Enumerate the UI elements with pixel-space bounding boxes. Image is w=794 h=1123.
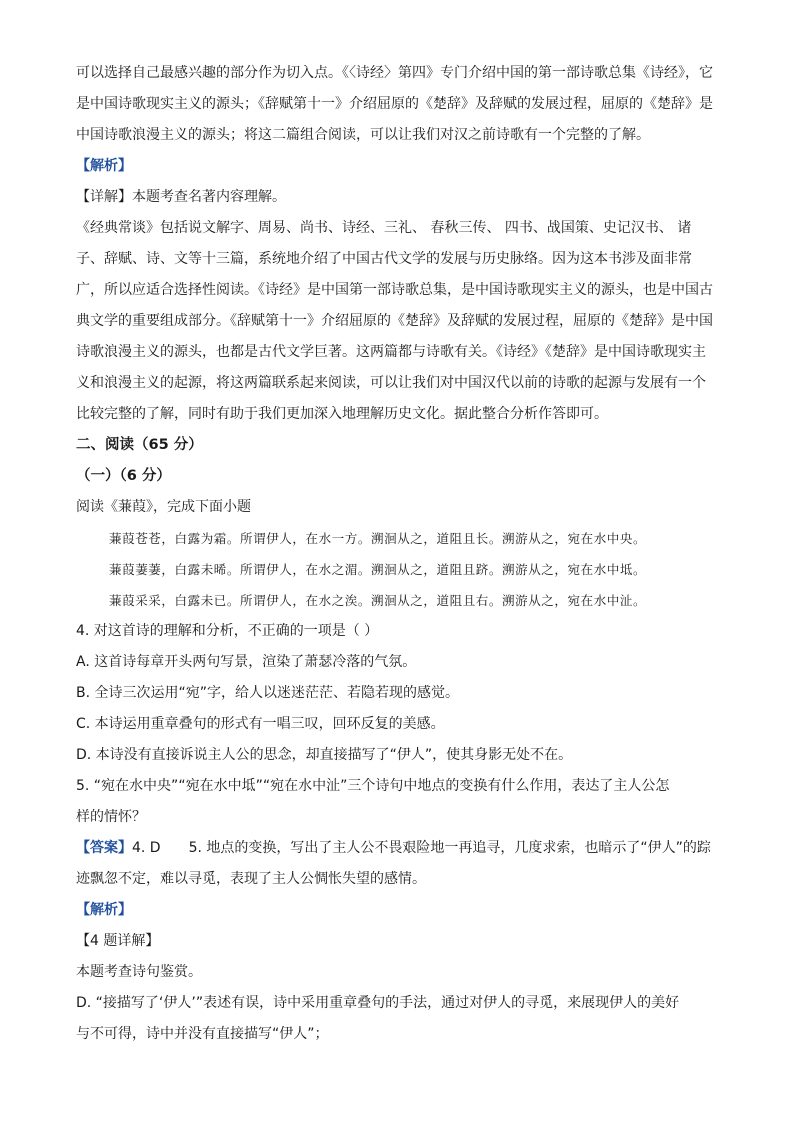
question-5-stem: 5. “宛在水中央”“宛在水中坻”“宛在水中沚”三个诗句中地点的变换有什么作用，表达了主人公怎 (76, 778, 670, 794)
document-page (76, 58, 722, 1050)
detail-line: 义和浪漫主义的起源，将这两篇联系起来阅读，可以让我们对中国汉代以前的诗歌的起源与发展有一个 (76, 375, 706, 391)
question-4-option-c: C. 本诗运用重章叠句的形式有一唱三叹，回环反复的美感。 (76, 716, 445, 732)
q4-detail-line: 本题考查诗句鉴赏。 (76, 964, 202, 980)
detail-intro-text: 本题考查名著内容理解。 (132, 189, 286, 205)
poem-stanza: 蒹葭苍苍，白露为霜。所谓伊人，在水一方。溯洄从之，道阻且长。溯游从之，宛在水中央。 (109, 531, 647, 546)
section-title: 二、阅读（65 分） (76, 437, 203, 453)
analysis-tag-2: 【解析】 (76, 902, 132, 918)
analysis-tag: 【解析】 (76, 158, 132, 174)
section-subtitle: （一）（6 分） (76, 468, 171, 484)
paragraph-line: 中国诗歌浪漫主义的源头；将这二篇组合阅读，可以让我们对汉之前诗歌有一个完整的了解。 (76, 127, 650, 143)
paragraph-line: 可以选择自己最感兴趣的部分作为切入点。《〈诗经〉第四》专门介绍中国的第一部诗歌总集《诗经》，它 (76, 65, 713, 81)
reading-instruction: 阅读《蒹葭》，完成下面小题 (76, 499, 251, 515)
detail-line: 子、辞赋、诗、文等十三篇，系统地介绍了中国古代文学的发展与历史脉络。因为这本书涉及面非常 (76, 251, 692, 267)
detail-tag: 【详解】 (76, 189, 132, 205)
detail-line: 《经典常谈》包括说文解字、周易、尚书、诗经、三礼、 春秋三传、 四书、战国策、史记汉书、 诸 (76, 220, 692, 236)
poem-stanza: 蒹葭采采，白露未已。所谓伊人，在水之涘。溯洄从之，道阻且右。溯游从之，宛在水中沚。 (109, 593, 647, 608)
detail-line: 诗歌浪漫主义的源头，也都是古代文学巨著。这两篇都与诗歌有关。《诗经》《楚辞》是中国诗歌现实主 (76, 344, 706, 360)
detail-line: 广，所以应适合选择性阅读。《诗经》是中国第一部诗歌总集，是中国诗歌现实主义的源头，也是中国古 (76, 282, 713, 298)
answer-q5: 5. 地点的变换，写出了主人公不畏艰险地一再追寻，几度求索，也暗示了“伊人”的踪 (188, 840, 711, 856)
detail-heading (76, 182, 722, 213)
question-5-stem-cont: 样的情怀？ (76, 809, 146, 825)
question-4-option-d: D. 本诗没有直接诉说主人公的思念，却直接描写了“伊人”，使其身影无处不在。 (76, 747, 573, 763)
answer-line (76, 833, 722, 864)
question-4-option-a: A. 这首诗每章开头两句写景，渲染了萧瑟冷落的气氛。 (76, 654, 417, 670)
detail-line: 比较完整的了解，同时有助于我们更加深入地理解历史文化。据此整合分析作答即可。 (76, 406, 608, 422)
answer-line-cont: 迹飘忽不定，难以寻觅，表现了主人公惆怅失望的感情。 (76, 871, 426, 887)
q4-detail-line: D. “接描写了‘伊人’”表述有误，诗中采用重章叠句的手法，通过对伊人的寻觅，来展现伊人的美好 (76, 995, 680, 1011)
q4-detail-tag: 【4 题详解】 (76, 933, 160, 949)
question-4-stem: 4. 对这首诗的理解和分析，不正确的一项是（ ） (76, 623, 379, 639)
analysis-heading-2 (76, 895, 722, 926)
detail-line: 典文学的重要组成部分。《辞赋第十一》介绍屈原的《楚辞》及辞赋的发展过程，屈原的《楚辞》是中国 (76, 313, 713, 329)
q4-detail-line: 与不可得，诗中并没有直接描写“伊人”； (76, 1026, 329, 1042)
answer-q4: 4. D (132, 840, 161, 856)
question-4-option-b: B. 全诗三次运用“宛”字，给人以迷迷茫茫、若隐若现的感觉。 (76, 685, 460, 701)
poem-stanza: 蒹葭萋萋，白露未晞。所谓伊人，在水之湄。溯洄从之，道阻且跻。溯游从之，宛在水中坻。 (109, 562, 647, 577)
analysis-heading (76, 151, 722, 182)
paragraph-line: 是中国诗歌现实主义的源头；《辞赋第十一》介绍屈原的《楚辞》及辞赋的发展过程，屈原的《楚辞》是 (76, 96, 713, 112)
answer-tag: 【答案】 (76, 840, 132, 856)
